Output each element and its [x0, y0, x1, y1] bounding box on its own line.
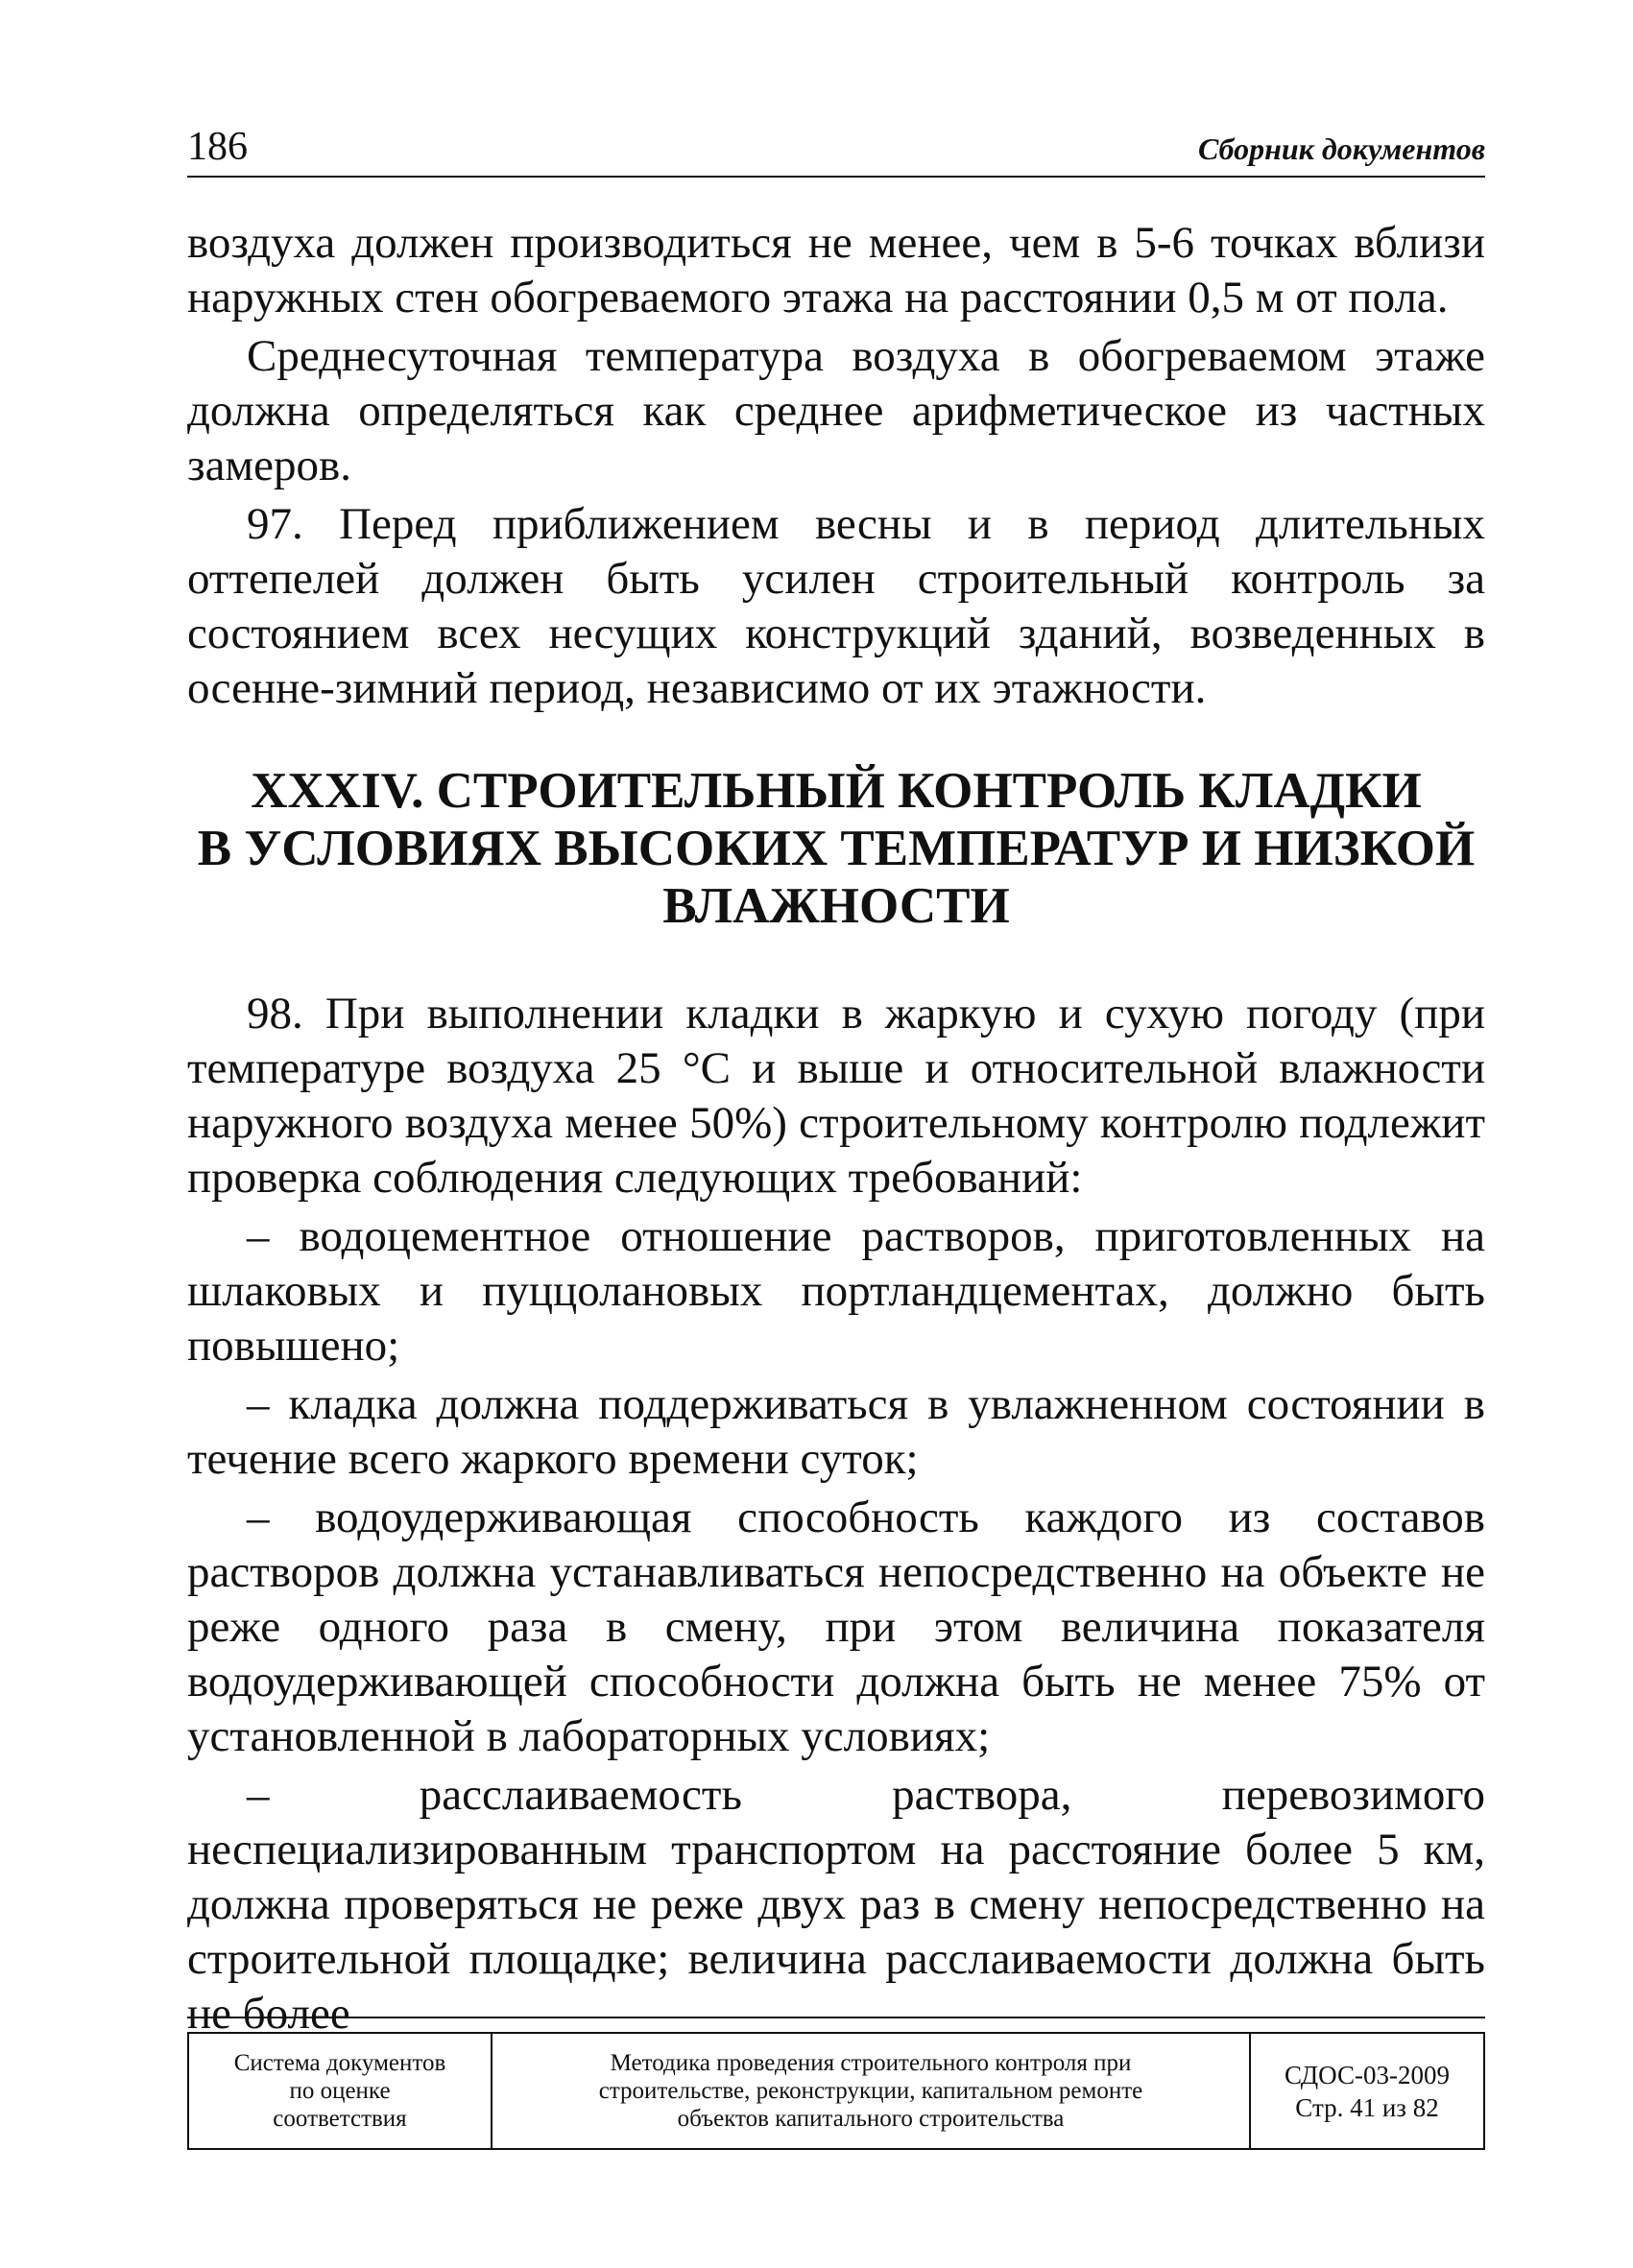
footer-title-cell	[492, 2033, 1250, 2149]
footer-system-line3: соответствия	[273, 2106, 407, 2132]
list-item-water-cement-ratio: – водоцементное отношение растворов, приготовленных на шлаковых и пуццолановых портландцементах, должно быть повышено;	[187, 1211, 1485, 1371]
footer-title-line1: Методика проведения строительного контроля при	[610, 2050, 1132, 2076]
footer-title-line2: строительстве, реконструкции, капитальном ремонте	[598, 2078, 1143, 2104]
page-header	[187, 120, 1485, 178]
paragraph-average-temperature: Среднесуточная температура воздуха в обогреваемом этаже должна определяться как среднее арифметическое из частных замеров.	[187, 331, 1485, 490]
footer-document-code: СДОС-03-2009	[1285, 2060, 1450, 2089]
list-item-moist-masonry: – кладка должна поддерживаться в увлажненном состоянии в течение всего жаркого времени суток;	[187, 1379, 1485, 1484]
paragraph-continuation: воздуха должен производиться не менее, чем в 5-6 точках вблизи наружных стен обогреваемого этажа на расстоянии 0,5 м от пола.	[187, 218, 1485, 322]
body-text	[187, 216, 1485, 2041]
paragraph-97: 97. Перед приближением весны и в период длительных оттепелей должен быть усилен строительный контроль за состоянием всех несущих конструкций зданий, возведенных в осенне-зимний период, независимо от их этажности.	[187, 499, 1485, 713]
footer-system-line1: Система документов	[233, 2050, 446, 2076]
footer-system-cell	[188, 2033, 492, 2149]
running-title: Сборник документов	[1197, 131, 1485, 166]
list-item-stratification: – расслаиваемость раствора, перевозимого неспециализированным транспортом на расстояние более 5 км, должна проверяться не реже двух раз в смену непосредственно на строительной площадке; величина расслаиваемости должна быть не более	[187, 1770, 1485, 2039]
section-heading	[187, 762, 1485, 935]
footer-page-info: Стр. 41 из 82	[1295, 2092, 1439, 2122]
section-heading-line2: В УСЛОВИЯХ ВЫСОКИХ ТЕМПЕРАТУР И НИЗКОЙ	[197, 821, 1476, 876]
section-heading-line3: ВЛАЖНОСТИ	[662, 878, 1010, 934]
list-item-water-retention: – водоудерживающая способность каждого из составов растворов должна устанавливаться непосредственно на объекте не реже одного раза в смену, при этом величина показателя водоудерживающей способности должна быть не менее 75% от установленной в лабораторных условиях;	[187, 1492, 1485, 1761]
footer-code-cell	[1250, 2033, 1484, 2149]
footer-table	[187, 2032, 1485, 2150]
paragraph-98: 98. При выполнении кладки в жаркую и сухую погоду (при температуре воздуха 25 °С и выше и относительной влажности наружного воздуха менее 50%) строительному контролю подлежит проверка соблюдения следующих требований:	[187, 989, 1485, 1203]
page-number: 186	[187, 125, 248, 169]
footer-system-line2: по оценке	[289, 2078, 391, 2104]
footer-title-line3: объектов капитального строительства	[677, 2106, 1065, 2132]
section-heading-line1: XXXIV. СТРОИТЕЛЬНЫЙ КОНТРОЛЬ КЛАДКИ	[251, 763, 1422, 819]
footer-rule	[187, 2017, 1485, 2018]
